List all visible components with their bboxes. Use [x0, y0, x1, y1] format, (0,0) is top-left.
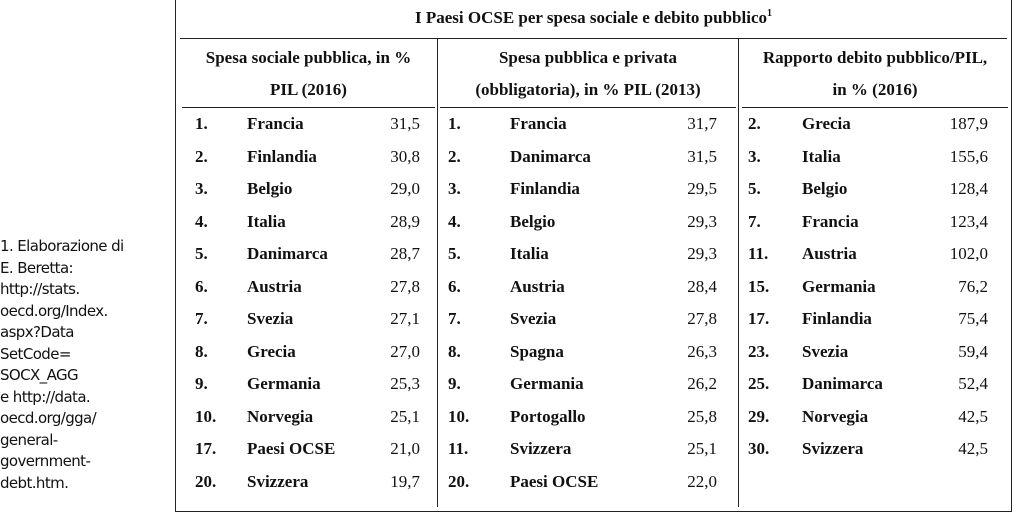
footnote-line: http://stats.	[0, 280, 80, 298]
row-country: Svizzera	[510, 439, 572, 458]
row-value: 128,4	[949, 179, 988, 198]
table-row	[448, 238, 728, 271]
row-country: Francia	[510, 114, 567, 133]
row-value: 42,5	[958, 439, 988, 458]
footnote-line: debt.htm.	[0, 473, 69, 492]
row-country: Norvegia	[247, 406, 314, 426]
table-row	[448, 368, 728, 401]
row-rank: 20.	[448, 471, 470, 491]
row-value: 28,7	[390, 244, 420, 263]
row-country: Belgio	[802, 179, 848, 198]
table-row	[448, 206, 728, 239]
row-rank: 5.	[748, 179, 761, 198]
row-rank: 17.	[748, 309, 770, 328]
row-value: 28,4	[687, 276, 717, 296]
table-row	[448, 303, 728, 336]
row-country: Danimarca	[802, 374, 883, 393]
row-rank: 8.	[195, 341, 208, 361]
row-rank: 1.	[448, 114, 461, 133]
row-value: 27,0	[390, 341, 420, 361]
row-rank: 30.	[748, 439, 770, 458]
row-rank: 3.	[448, 179, 461, 198]
row-value: 29,5	[687, 179, 717, 198]
column-header-line: Spesa pubblica e privata	[498, 48, 678, 67]
table-row	[748, 141, 998, 174]
row-country: Grecia	[802, 114, 851, 133]
table-row	[748, 238, 998, 271]
row-country: Italia	[510, 244, 549, 263]
footnote-line: oecd.org/gga/	[0, 409, 97, 427]
footnote-line: e http://data.	[0, 387, 91, 406]
row-value: 76,2	[958, 276, 988, 296]
row-rank: 5.	[195, 244, 208, 263]
row-rank: 10.	[195, 406, 217, 426]
table-title-text: I Paesi OCSE per spesa sociale e debito pubblico	[415, 8, 767, 27]
row-value: 26,3	[687, 341, 717, 361]
row-value: 30,8	[390, 146, 420, 166]
row-rank: 10.	[448, 406, 470, 426]
table-row	[448, 141, 728, 174]
row-country: Paesi OCSE	[510, 471, 599, 491]
footnote-marker: 1	[767, 8, 772, 19]
table-row	[448, 401, 728, 434]
column-header-line: Rapporto debito pubblico/PIL,	[762, 48, 988, 67]
row-rank: 7.	[195, 309, 208, 328]
footnote-line: government-	[0, 452, 91, 470]
footnote-line: oecd.org/Index.	[0, 301, 108, 320]
footnote-line: SOCX_AGG	[0, 366, 79, 384]
row-country: Italia	[802, 146, 841, 166]
row-rank: 8.	[448, 341, 461, 361]
row-value: 29,3	[687, 211, 717, 231]
row-rank: 4.	[448, 211, 461, 231]
row-country: Norvegia	[802, 406, 869, 426]
row-rank: 4.	[195, 211, 208, 231]
footnote	[0, 236, 160, 494]
row-value: 27,1	[390, 309, 420, 328]
table-row	[195, 173, 425, 206]
row-country: Paesi OCSE	[247, 439, 336, 458]
row-rank: 2.	[195, 146, 208, 166]
row-country: Austria	[802, 244, 857, 263]
table-row	[448, 433, 728, 466]
row-rank: 1.	[195, 114, 208, 133]
row-rank: 5.	[448, 244, 461, 263]
row-country: Portogallo	[510, 406, 586, 426]
row-value: 123,4	[949, 211, 988, 231]
row-country: Svezia	[510, 309, 557, 328]
row-rank: 6.	[195, 276, 208, 296]
row-country: Svizzera	[247, 471, 309, 491]
row-value: 59,4	[958, 341, 988, 361]
row-value: 28,9	[390, 211, 420, 231]
row-country: Germania	[510, 374, 584, 393]
row-country: Spagna	[510, 341, 564, 361]
table-row	[195, 206, 425, 239]
row-country: Danimarca	[247, 244, 328, 263]
row-country: Finlandia	[510, 179, 580, 198]
row-country: Francia	[247, 114, 304, 133]
table-row	[448, 336, 728, 369]
table-title	[180, 8, 1007, 28]
row-rank: 29.	[748, 406, 770, 426]
row-rank: 11.	[448, 439, 469, 458]
title-divider	[180, 38, 1007, 39]
ranking-list-spesa-pubblica-privata	[448, 108, 728, 498]
row-value: 31,5	[687, 146, 717, 166]
row-value: 22,0	[687, 471, 717, 491]
row-value: 26,2	[687, 374, 717, 393]
row-value: 42,5	[958, 406, 988, 426]
row-rank: 9.	[448, 374, 461, 393]
column-divider	[437, 38, 438, 507]
row-value: 27,8	[390, 276, 420, 296]
row-country: Germania	[802, 276, 876, 296]
table-row	[195, 433, 425, 466]
table-row	[448, 173, 728, 206]
column-header-line: PIL (2016)	[270, 80, 347, 99]
table-row	[195, 141, 425, 174]
row-country: Italia	[247, 211, 286, 231]
row-country: Finlandia	[802, 309, 872, 328]
row-value: 29,3	[687, 244, 717, 263]
column-header-line: (obbligatoria), in % PIL (2013)	[475, 80, 701, 99]
table-row	[195, 466, 425, 499]
row-rank: 7.	[748, 211, 761, 231]
table-row	[748, 206, 998, 239]
row-rank: 9.	[195, 374, 208, 393]
footnote-line: E. Beretta:	[0, 258, 74, 277]
row-country: Grecia	[247, 341, 296, 361]
row-rank: 2.	[448, 146, 461, 166]
row-value: 25,3	[390, 374, 420, 393]
table-row	[748, 303, 998, 336]
column-header-line: in % (2016)	[832, 80, 918, 99]
row-rank: 2.	[748, 114, 761, 133]
row-value: 52,4	[958, 374, 988, 393]
row-value: 75,4	[958, 309, 988, 328]
table-row	[748, 368, 998, 401]
table-row	[748, 173, 998, 206]
row-country: Svezia	[802, 341, 849, 361]
row-value: 25,8	[687, 406, 717, 426]
table-row	[748, 433, 998, 466]
row-rank: 25.	[748, 374, 770, 393]
column-header-spesa-pubblica-privata	[440, 42, 736, 106]
column-header-debito-pil	[742, 42, 1008, 106]
row-rank: 17.	[195, 439, 217, 458]
row-value: 155,6	[949, 146, 988, 166]
row-country: Danimarca	[510, 146, 591, 166]
footnote-line: general-	[0, 430, 58, 449]
row-rank: 7.	[448, 309, 461, 328]
footnote-line: 1. Elaborazione di	[0, 237, 124, 255]
row-country: Austria	[510, 276, 565, 296]
table-row	[448, 466, 728, 499]
row-country: Belgio	[510, 211, 556, 231]
table-row	[748, 108, 998, 141]
footnote-line: aspx?Data	[0, 323, 74, 341]
table-row	[195, 336, 425, 369]
row-value: 29,0	[390, 179, 420, 198]
row-country: Austria	[247, 276, 302, 296]
row-rank: 23.	[748, 341, 770, 361]
row-value: 27,8	[687, 309, 717, 328]
row-country: Belgio	[247, 179, 293, 198]
ranking-list-debito-pil	[748, 108, 998, 466]
row-value: 25,1	[390, 406, 420, 426]
table-row	[448, 108, 728, 141]
row-rank: 11.	[748, 244, 769, 263]
column-header-line: Spesa sociale pubblica, in %	[205, 48, 412, 67]
row-value: 31,5	[390, 114, 420, 133]
row-value: 31,7	[687, 114, 717, 133]
table-row	[195, 108, 425, 141]
table-row	[448, 271, 728, 304]
row-country: Svizzera	[802, 439, 864, 458]
table-row	[195, 271, 425, 304]
row-country: Finlandia	[247, 146, 317, 166]
table-row	[195, 401, 425, 434]
row-rank: 20.	[195, 471, 217, 491]
row-rank: 15.	[748, 276, 770, 296]
row-value: 102,0	[949, 244, 988, 263]
row-country: Germania	[247, 374, 321, 393]
row-value: 25,1	[687, 439, 717, 458]
row-value: 21,0	[390, 439, 420, 458]
table-row	[195, 303, 425, 336]
table-row	[748, 401, 998, 434]
ranking-list-spesa-sociale	[195, 108, 425, 498]
table-row	[195, 368, 425, 401]
row-value: 19,7	[390, 471, 420, 491]
column-header-spesa-sociale	[182, 42, 435, 106]
table-row	[748, 336, 998, 369]
row-rank: 3.	[195, 179, 208, 198]
row-country: Francia	[802, 211, 859, 231]
column-divider	[738, 38, 739, 507]
row-rank: 6.	[448, 276, 461, 296]
row-country: Svezia	[247, 309, 294, 328]
row-value: 187,9	[949, 114, 988, 133]
table-row	[748, 271, 998, 304]
row-rank: 3.	[748, 146, 761, 166]
table-row	[195, 238, 425, 271]
footnote-line: SetCode=	[0, 344, 71, 363]
